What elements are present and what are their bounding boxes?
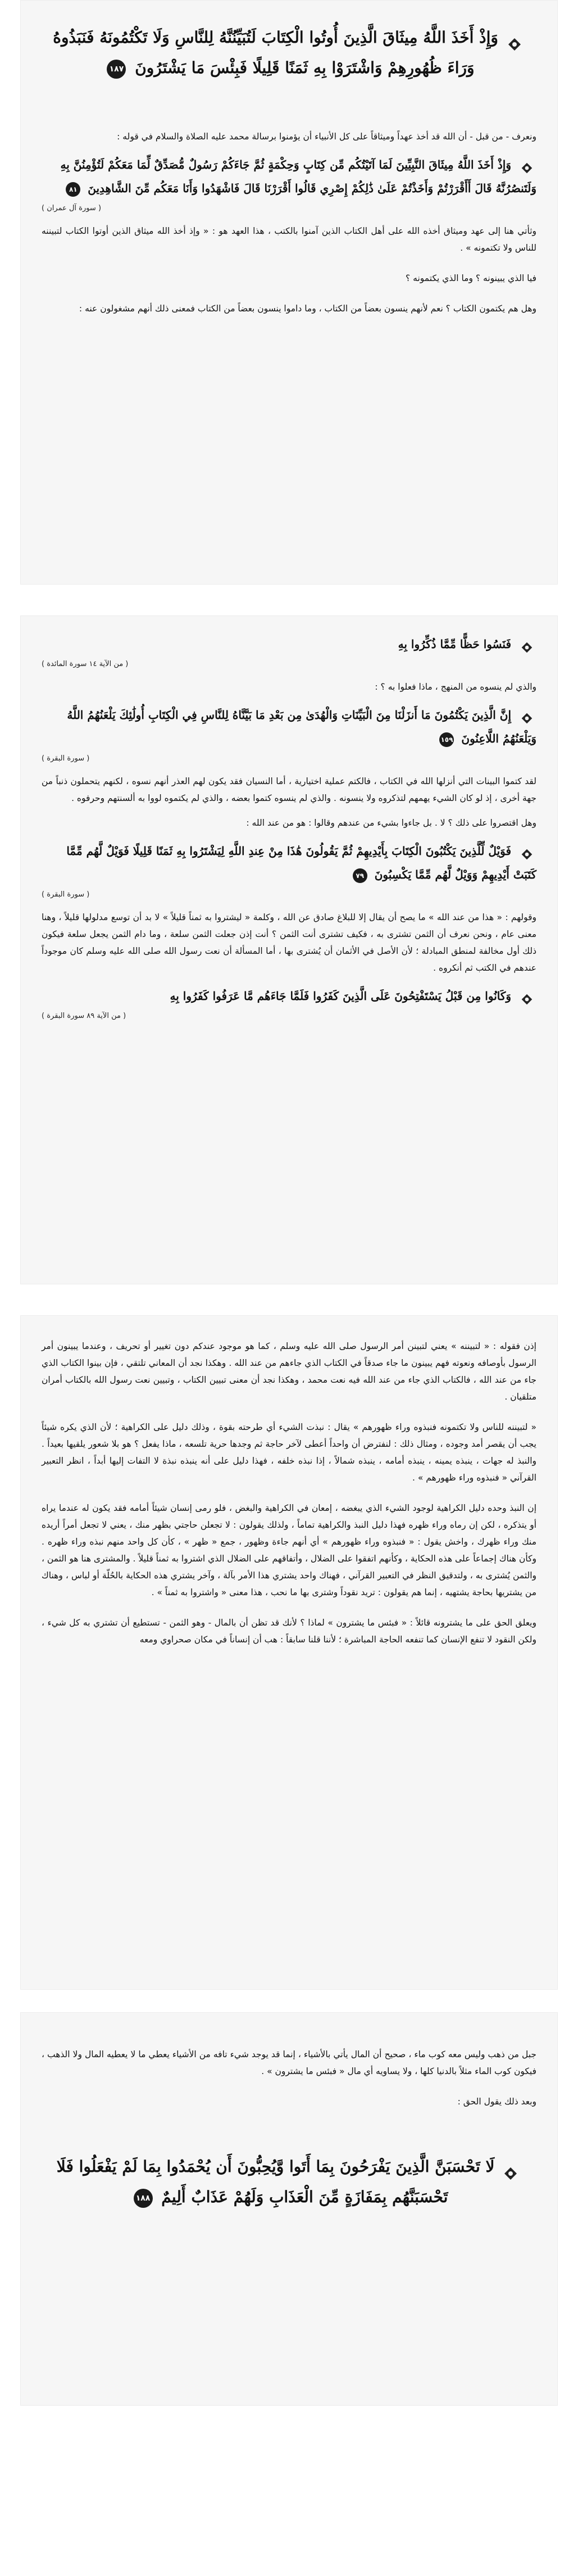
ayah-number: ١٨٧ xyxy=(107,60,126,79)
verse-reference: ( من الآية ١٤ سورة المائدة ) xyxy=(42,660,129,668)
verse-block xyxy=(42,839,536,886)
verse-text: إِنَّ الَّذِينَ يَكْتُمُونَ مَا أَنزَلْنَا مِنَ الْبَيِّنَاتِ وَالْهُدَىٰ مِن بَعْدِ مَا بَيَّنَّاهُ لِلنَّاسِ فِي الْكِتَابِ أُولَٰئِكَ يَلْعَنُهُمُ اللَّهُ وَيَلْعَنُهُمُ اللَّاعِنُونَ xyxy=(67,708,536,745)
verse-reference: ( سورة البقرة ) xyxy=(42,890,90,899)
verse-text: وَإِذْ أَخَذَ اللَّهُ مِيثَاقَ الَّذِينَ أُوتُوا الْكِتَابَ لَتُبَيِّنُنَّهُ لِلنَّاسِ وَلَا تَكْتُمُونَهُ فَنَبَذُوهُ وَرَاءَ ظُهُورِهِمْ وَاشْتَرَوْا بِهِ ثَمَنًا قَلِيلًا فَبِئْسَ مَا يَشْتَرُونَ xyxy=(53,28,498,77)
page-3 xyxy=(20,1315,558,1990)
verse-text: فَنَسُوا حَظًّا مِّمَّا ذُكِّرُوا بِهِ xyxy=(398,637,512,651)
paragraph: لقد كتموا البينات التي أنزلها الله في الكتاب ، فالكتم عملية اختيارية ، أما النسيان فقد يكون لهم العذر أنهم نسوه ، لكنهم يتحملون ذنباً من جهة أخرى ، إذ لو كان الشيء يهمهم لتذكروه ولا ينسونه . والذي لم ينسوه كتموا بعضه ، والذي لم يكتموه لووا به ألسنتهم وحرفوه . xyxy=(42,776,536,803)
page-4 xyxy=(20,2012,558,2406)
page-2 xyxy=(20,615,558,1284)
ayah-number: ١٨٨ xyxy=(134,2189,153,2208)
verse-text: وَكَانُوا مِن قَبْلُ يَسْتَفْتِحُونَ عَلَى الَّذِينَ كَفَرُوا فَلَمَّا جَاءَهُم مَّا عَرَفُوا كَفَرُوا بِهِ xyxy=(170,989,512,1003)
paragraph: إذن فقوله : « لتبيننه » يعني لتبينن أمر الرسول صلى الله عليه وسلم ، كما هو موجود عندكم دون تغيير أو تحريف ، وعندما يبينون أمر الرسول بأوصافه ونعوته فهم يبينون ما جاء صدقاً في الكتاب الذي جاءهم من عند الله . وهكذا نجد أن المعاني تلتقي ، فإن بينوا الكتاب الذي جاء من عند الله ، فالكتاب الذي جاء من عند الله فيه نعت محمد ، وهكذا نجد أن معنى تبيين الكتاب ، وتبيين نعت رسول الله بالكتاب أمران متلقيان . xyxy=(42,1341,536,1402)
verse-block-top xyxy=(42,22,536,83)
verse-block xyxy=(42,703,536,750)
ornament-icon xyxy=(507,31,522,46)
page-2-content xyxy=(42,632,536,1030)
paragraph: جبل من ذهب وليس معه كوب ماء ، صحيح أن المال يأتي بالأشياء ، إنما قد يوجد شيء تافه من الأشياء يعطي ما لا يعطيه المال ولا الذهب ، فيكون كوب الماء مثلاً بالدنيا كلها ، ولا يساويه أي مال « فبئس ما يشترون » . xyxy=(42,2049,536,2076)
verse-block-bottom xyxy=(42,2152,536,2212)
page-4-content xyxy=(42,2046,536,2212)
verse-text: لَا تَحْسَبَنَّ الَّذِينَ يَفْرَحُونَ بِمَا أَتَوا وَّيُحِبُّونَ أَن يُحْمَدُوا بِمَا لَمْ يَفْعَلُوا فَلَا تَحْسَبَنَّهُم بِمَفَازَةٍ مِّنَ الْعَذَابِ وَلَهُمْ عَذَابٌ أَلِيمٌ xyxy=(56,2157,495,2206)
paragraph: فيا الذي يبينونه ؟ وما الذي يكتمونه ؟ xyxy=(406,273,536,283)
paragraph: وهل اقتصروا على ذلك ؟ لا . بل جاءوا بشيء من عندهم وقالوا : هو من عند الله : xyxy=(246,818,536,828)
verse-reference: ( سورة آل عمران ) xyxy=(42,204,102,212)
ornament-icon xyxy=(518,990,533,1004)
ornament-icon xyxy=(518,638,533,653)
paragraph: ونعرف - من قبل - أن الله قد أخذ عهداً وميثاقاً على كل الأنبياء أن يؤمنوا برسالة محمد عليه الصلاة والسلام في قوله : xyxy=(117,132,536,142)
verse-block xyxy=(42,984,536,1008)
paragraph: وقولهم : « هذا من عند الله » ما يصح أن يقال إلا للبلاغ صادق عن الله ، وكلمة « ليشتروا به ثمناً قليلاً » لا بد أن توسع مدلولها قليلاً ، وهنا معنى عام ، ونحن نعرف أن الثمن تشترى به ، فكيف تشترى أنت الثمن ؟ أنت إذن جعلت الثمن سلعة ، وما دام الثمن يجعل سلعة فيكون ذلك أول مخالفة لمنطق المبادلة ؛ لأن الأصل في الأثمان أن يُشترى بها ، أما المسألة أن نعت رسول الله صلى الله عليه وسلم كان موجوداً عندهم في الكتب ثم أنكروه . xyxy=(42,912,536,973)
ayah-number: ٨١ xyxy=(66,182,80,197)
paragraph: وثأتي هنا إلى عهد وميثاق أخذه الله على أهل الكتاب الذين آمنوا بالكتب ، هذا العهد هو : « وإذ أخذ الله ميثاق الذين أوتوا الكتاب لتبيننه للناس ولا تكتمونه » . xyxy=(42,226,536,253)
page-1-content xyxy=(42,22,536,325)
paragraph: ويعلق الحق على ما يشترونه قائلاً : « فبئس ما يشترون » لماذا ؟ لأنك قد تظن أن بالمال - وهو الثمن - تستطيع أن تشتري به كل شيء ، ولكن النقود لا تنفع الإنسان كما تنفعه الحاجة المباشرة ؛ لأننا قلنا سابقاً : هب أن إنساناً في مكان صحراوي ومعه xyxy=(42,1618,536,1645)
ornament-icon xyxy=(518,709,533,723)
paragraph: والذي لم ينسوه من المنهج ، ماذا فعلوا به ؟ : xyxy=(375,682,536,692)
paragraph: « لتبيننه للناس ولا تكتمونه فنبذوه وراء ظهورهم » يقال : نبذت الشيء أي طرحته بقوة ، وذلك دليل على الكراهية ؛ لأن الذي يكره شيئاً يجب أن يقصر أمد وجوده ، ومثال ذلك : لنفترض أن واحداً أعطى لآخر حاجة ثم وجدها حرية تلسعه ، ماذا يفعل ؟ هو بلا شعور يلقيها بعيداً . والنبذ له جهات ، ينبذه يمينه ، ينبذه أمامه ، ينبذه شمالاً ، إذا نبذه خلفه ، فهذا دليل على أنه ينبذه نبذة لا التفات إليها أبداً ، انظر التعبير القرآني « فنبذوه وراء ظهورهم » . xyxy=(42,1422,536,1483)
paragraph: وهل هم يكتمون الكتاب ؟ نعم لأنهم ينسون بعضاً من الكتاب ، وما داموا ينسون بعضاً من الكتاب فمعنى ذلك أنهم مشغولون عنه : xyxy=(79,304,536,314)
verse-text: فَوَيْلٌ لِّلَّذِينَ يَكْتُبُونَ الْكِتَابَ بِأَيْدِيهِمْ ثُمَّ يَقُولُونَ هَٰذَا مِنْ عِندِ اللَّهِ لِيَشْتَرُوا بِهِ ثَمَنًا قَلِيلًا فَوَيْلٌ لَّهُم مِّمَّا كَتَبَتْ أَيْدِيهِمْ وَوَيْلٌ لَّهُم مِّمَّا يَكْسِبُونَ xyxy=(66,844,536,881)
verse-text: وَإِذْ أَخَذَ اللَّهُ مِيثَاقَ النَّبِيِّينَ لَمَا آتَيْتُكُم مِّن كِتَابٍ وَحِكْمَةٍ ثُمَّ جَاءَكُمْ رَسُولٌ مُّصَدِّقٌ لِّمَا مَعَكُمْ لَتُؤْمِنُنَّ بِهِ وَلَتَنصُرُنَّهُ قَالَ أَأَقْرَرْتُمْ وَأَخَذْتُمْ عَلَىٰ ذَٰلِكُمْ إِصْرِي قَالُوا أَقْرَرْنَا قَالَ فَاشْهَدُوا وَأَنَا مَعَكُم مِّنَ الشَّاهِدِينَ xyxy=(60,158,536,195)
paragraph: وبعد ذلك يقول الحق : xyxy=(457,2097,536,2107)
verse-reference: ( من الآية ٨٩ سورة البقرة ) xyxy=(42,1012,126,1020)
verse-block xyxy=(42,632,536,656)
page-3-content xyxy=(42,1338,536,1656)
verse-reference: ( سورة البقرة ) xyxy=(42,754,90,763)
paragraph: إن النبذ وحده دليل الكراهية لوجود الشيء الذي يبغضه ، إمعان في الكراهية والبغض ، فلو رمى إنسان شيئاً أمامه فقد يكون له عندما يراه أو يتذكره ، لكن إن رماه وراء ظهره فهذا دليل النبذ والكراهية تماماً ، ولذلك يقولون : لا تجعلن حاجتي بظهر منك ، يعني لا تجعل أمراً أريده منك وراء ظهرك ، واخش يقول : « فنبذوه وراء ظهورهم » أي أنهم جاءة وظهور ، جمع « ظهر » ، كأن كل واحد منهم نبذه وراء ظهره . وكأن هناك إجماعاً على هذه الحكاية ، وكأنهم اتفقوا على الضلال ، وأتفاقهم على الضلال الذي اشتروا به ثمناً قليلاً . والمشترى هنا هو الثمن ، والثمن يُشترى به ، ولتدقيق النظر في التعبير القرآني ، فهناك واحد يشتري هذا الأمر بآلة ، وآخر يشتري هذه الحكاية بالحُلّة أو لباس ، وهناك من يشتريها بحاجة يشتهيه ، إنما هم يقولون : تريد نقوداً وشترى بها ما نحب ، هذا معنى « واشتروا به ثمناً » . xyxy=(42,1503,536,1597)
ornament-icon xyxy=(518,159,533,173)
page-1 xyxy=(20,0,558,585)
ayah-number: ٧٩ xyxy=(353,868,367,883)
ornament-icon xyxy=(503,2161,518,2175)
ayah-number: ١٥٩ xyxy=(439,732,454,747)
ornament-icon xyxy=(518,845,533,859)
verse-block xyxy=(42,153,536,200)
